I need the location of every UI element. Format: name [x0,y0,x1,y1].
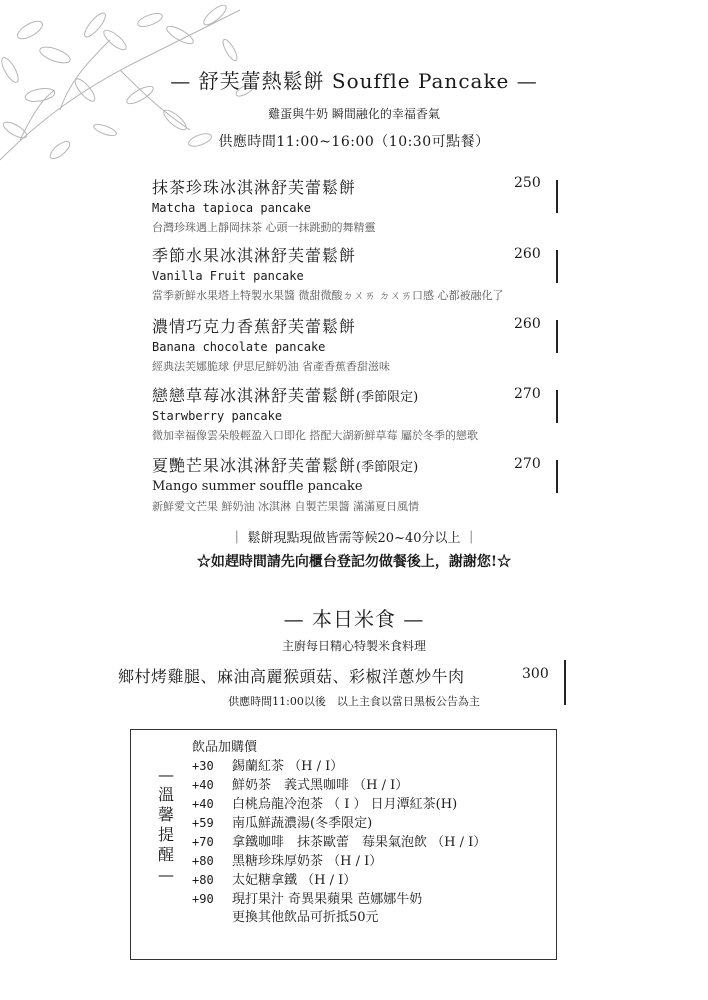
reminder-label: — 溫 馨 提 醒 — [157,765,174,884]
rice-note: 供應時間11:00以後 以上主食以當日黑板公告為主 [228,695,480,708]
item-description: 當季新鮮水果塔上特製水果醬 微甜微酸ㄉㄨㄞ ㄉㄨㄞ口感 心都被融化了 [152,289,504,302]
item-description: 新鮮愛文芒果 鮮奶油 冰淇淋 自製芒果醬 滿滿夏日風情 [152,500,419,513]
souffle-subtitle: 雞蛋與牛奶 瞬間融化的幸福香氣 [268,107,440,121]
price-divider [556,460,558,493]
rice-subtitle: 主廚每日精心特製米食料理 [281,639,426,653]
item-name: 季節水果冰淇淋舒芙蕾鬆餅 [152,246,357,265]
drink-row: +40 鮮奶茶 義式黑咖啡 （H / I） [192,778,409,793]
item-name: 抹茶珍珠冰淇淋舒芙蕾鬆餅 [152,178,357,197]
item-description: 台灣珍珠遇上靜岡抹茶 心頭一抹跳動的舞精靈 [152,221,376,234]
item-price: 270 [514,456,541,472]
drink-row: +80 太妃糖拿鐵 （H / I） [192,873,357,888]
item-english-name: Matcha tapioca pancake [152,201,311,215]
souffle-title: — 舒芙蕾熱鬆餅 Souffle Pancake — [170,69,538,93]
drink-row: +40 白桃烏龍冷泡茶 （ I ） 日月潭紅茶(H) [192,797,458,812]
price-divider [556,250,558,283]
drink-row: +70 拿鐵咖啡 抹茶歐蕾 莓果氣泡飲 （H / I） [192,835,487,850]
drink-heading: 飲品加購價 [192,740,258,755]
item-english-name: Starwberry pancake [152,409,283,423]
item-english-name: Vanilla Fruit pancake [152,269,304,283]
item-name: 戀戀草莓冰淇淋舒芙蕾鬆餅(季節限定) [152,386,419,405]
menu-item [152,455,552,514]
item-name: 濃情巧克力香蕉舒芙蕾鬆餅 [152,317,357,336]
item-english-name: Banana chocolate pancake [152,340,326,354]
menu-item [152,245,552,303]
drink-row: +80 黑糖珍珠厚奶茶 （H / I） [192,854,383,869]
price-divider [556,320,558,353]
branch-illustration [0,0,260,200]
item-english-name: Mango summer souffle pancake [152,479,363,494]
drink-row: +90 現打果汁 奇異果蘋果 芭娜娜牛奶 [192,892,423,907]
drink-footer: 更換其他飲品可折抵50元 [232,910,379,925]
menu-item [152,385,552,443]
item-description: 微加幸福像雲朵般輕盈入口即化 搭配大湖新鮮草莓 屬於冬季的戀歌 [152,429,478,442]
drink-row: +59 南瓜鮮蔬濃湯(冬季限定) [192,816,373,831]
item-price: 260 [514,316,541,332]
rice-title: — 本日米食 — [283,607,425,631]
menu-item [152,316,552,374]
wait-notice: ｜ 鬆餅現點現做皆需等候20~40分以上 ｜ [230,531,478,546]
price-divider [556,390,558,423]
drink-addon-list [192,739,486,927]
item-price: 250 [514,175,541,191]
hurry-notice: ☆如趕時間請先向櫃台登記勿做餐後上，謝謝您!☆ [196,554,512,570]
item-name: 夏艷芒果冰淇淋舒芙蕾鬆餅(季節限定) [152,456,419,475]
menu-item [152,177,552,235]
item-description: 經典法芙娜脆球 伊思尼鮮奶油 省產香蕉香甜滋味 [152,360,390,373]
item-price: 260 [514,246,541,262]
drink-row: +30 錫蘭紅茶 （H / I） [192,759,344,774]
rice-dish: 鄉村烤雞腿、麻油高麗猴頭菇、彩椒洋蔥炒牛肉 [118,667,465,686]
price-divider [556,180,558,213]
item-price: 270 [514,386,541,402]
rice-price: 300 [522,666,549,682]
souffle-hours: 供應時間11:00~16:00（10:30可點餐） [218,134,490,150]
